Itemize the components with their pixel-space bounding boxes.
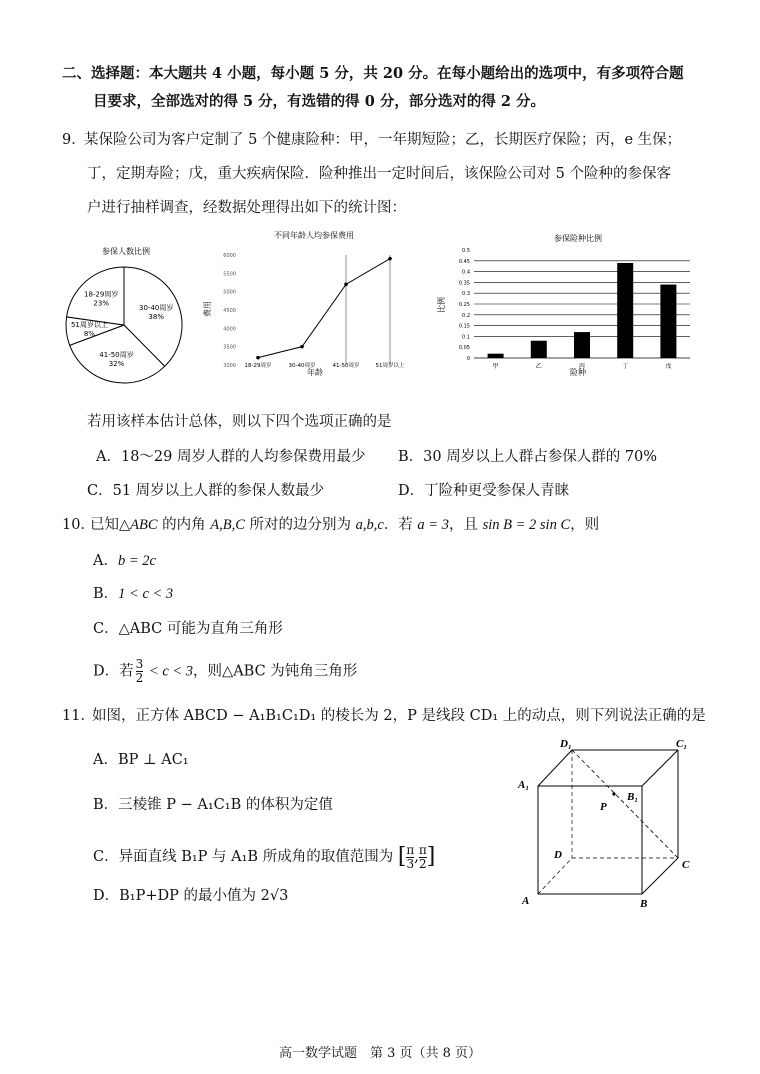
bar-ytick: 0.25	[458, 302, 470, 308]
label-a: A	[522, 895, 530, 907]
bar-xlabel: 险种	[570, 368, 586, 377]
q10-stem: 已知△ABC 的内角 A,B,C 所对的边分别为 a,b,c．若 a = 3，且 sin B = 2 sin C，则	[90, 517, 600, 533]
line-point	[300, 345, 304, 349]
label-a1: A₁	[518, 779, 530, 791]
pie-slice-label: 51周岁以上	[70, 320, 108, 329]
q9-option-a: A．18～29 周岁人群的人均参保费用最少	[96, 449, 366, 465]
pie-slice-label: 30-40周岁	[139, 303, 174, 312]
section-heading-line2: 目要求，全部选对的得 5 分，有选错的得 0 分，部分选对的得 2 分。	[93, 93, 546, 110]
label-c: C	[682, 859, 690, 871]
line-ytick: 3500	[223, 344, 236, 351]
bar-2	[574, 332, 590, 358]
section-heading-line1: 二、选择题：本大题共 4 小题，每小题 5 分，共 20 分。在每小题给出的选项中，有多项符合题	[62, 65, 684, 82]
line-ytick: 3000	[223, 363, 236, 369]
bar-xtick: 丙	[578, 363, 586, 370]
line-xtick: 51周岁以上	[375, 363, 405, 369]
bar-xtick: 甲	[492, 363, 499, 370]
q11-stem: 如图，正方体 ABCD − A₁B₁C₁D₁ 的棱长为 2，P 是线段 CD₁ 上的动点，则下列说法正确的是	[92, 708, 706, 724]
label-d: D	[554, 849, 562, 861]
pie-slice-label: 41-50周岁	[99, 350, 134, 359]
bar-xtick: 乙	[535, 363, 542, 370]
bar-xtick: 戊	[665, 363, 672, 370]
bar-ytick: 0.35	[458, 280, 470, 287]
bar-chart	[432, 228, 702, 378]
line-point	[388, 257, 392, 261]
q11-option-d: D．B₁P+DP 的最小值为 2√3	[93, 888, 289, 904]
q10-number: 10．	[62, 517, 95, 533]
bar-ytick: 0.3	[462, 291, 470, 298]
pie-slice-label: 18-29周岁	[84, 290, 119, 299]
bar-4	[660, 285, 676, 358]
q9-line3: 户进行抽样调查，经数据处理得出如下的统计图：	[87, 200, 406, 216]
label-d1: D₁	[560, 738, 572, 750]
line-xlabel: 年龄	[307, 368, 323, 377]
line-chart	[200, 225, 422, 380]
bar-ylabel: 比例	[437, 297, 446, 313]
bar-title: 参保险种比例	[554, 234, 602, 243]
label-b1: B₁	[627, 791, 639, 803]
bar-0	[488, 354, 504, 358]
bar-ytick: 0.05	[458, 345, 470, 352]
line-point	[256, 356, 260, 360]
line-ytick: 5500	[223, 271, 236, 278]
bar-ytick: 0.45	[458, 258, 470, 265]
bar-ytick: 0.5	[462, 248, 470, 254]
line-ytick: 4000	[223, 326, 236, 333]
q10-option-b: B．1 < c < 3	[93, 586, 174, 602]
page-footer: 高一数学试题 第 3 页（共 8 页）	[278, 1046, 482, 1061]
line-xtick: 41-50周岁	[332, 363, 360, 369]
pie-chart	[62, 238, 190, 388]
line-title: 不同年龄人均参保费用	[274, 231, 354, 240]
bar-ytick: 0.15	[458, 323, 470, 330]
bar-ytick: 0.2	[462, 312, 470, 319]
label-b: B	[640, 898, 648, 910]
q10-option-a: A．b = 2c	[93, 553, 156, 569]
line-xtick: 30-40周岁	[288, 363, 316, 369]
q9-option-c: C．51 周岁以上人群的参保人数最少	[87, 483, 325, 499]
q9-option-d: D．丁险种更受参保人青睐	[398, 483, 570, 499]
label-c1: C₁	[676, 738, 688, 750]
q10-option-d: D．若 $\frac{3}{2}$ < c < 3，则△ABC 为钝角三角形	[93, 657, 358, 685]
bar-ytick: 0	[466, 356, 470, 362]
q11-number: 11．	[62, 708, 95, 724]
q9-option-b: B．30 周岁以上人群占参保人群的 70%	[398, 449, 658, 465]
pie-slice-percent: 32%	[108, 359, 125, 368]
bar-1	[531, 341, 547, 358]
line-ytick: 4500	[223, 308, 236, 314]
cube-figure	[510, 730, 710, 910]
q9-number: 9．	[62, 132, 86, 148]
pie-title: 参保人数比例	[102, 247, 150, 256]
line-ytick: 6000	[223, 253, 236, 259]
q11-option-c: C．异面直线 B₁P 与 A₁B 所成角的取值范围为 [ $\frac{\pi}{3}$ , $\frac{\pi}{2}$ ]	[93, 842, 436, 871]
bar-ytick: 0.4	[462, 269, 470, 276]
pie-slice-percent: 8%	[83, 329, 95, 338]
pie-slice-percent: 38%	[148, 312, 164, 321]
q10-option-c: C．△ABC 可能为直角三角形	[93, 621, 283, 637]
line-xtick: 18-29周岁	[244, 363, 272, 369]
q9-line2: 丁，定期寿险；戊，重大疾病保险．险种推出一定时间后，该保险公司对 5 个险种的参保客	[87, 166, 671, 182]
bar-ytick: 0.1	[462, 334, 470, 341]
line-point	[344, 283, 348, 287]
line-series	[258, 259, 390, 358]
q9-prompt: 若用该样本估计总体，则以下四个选项正确的是	[87, 414, 392, 430]
bar-3	[617, 263, 633, 358]
q11-option-b: B．三棱锥 P − A₁C₁B 的体积为定值	[93, 797, 333, 813]
pie-slice-percent: 23%	[93, 299, 109, 308]
line-ylabel: 费用	[203, 301, 212, 317]
q11-option-a: A．BP ⊥ AC₁	[93, 752, 189, 768]
line-ytick: 5000	[223, 289, 236, 296]
label-p: P	[600, 801, 607, 813]
q9-line1: 某保险公司为客户定制了 5 个健康险种：甲，一年期短险；乙，长期医疗保险；丙，e 生保；	[84, 132, 682, 148]
bar-xtick: 丁	[622, 363, 629, 370]
